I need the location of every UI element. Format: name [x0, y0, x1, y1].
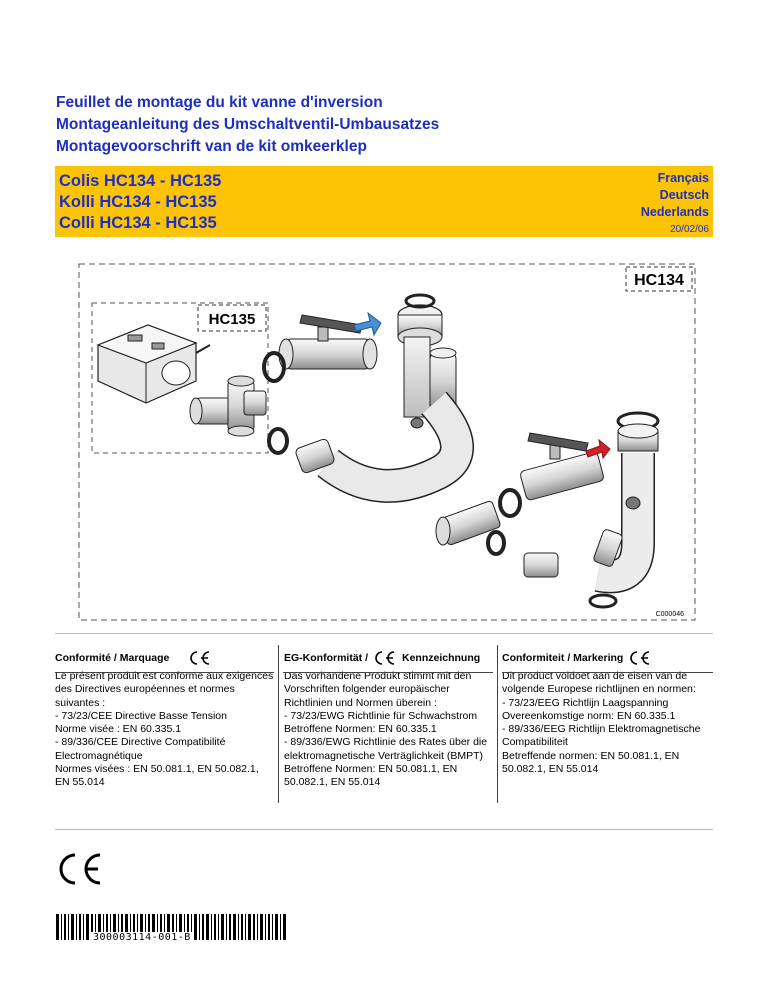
header-underline — [55, 672, 274, 673]
conformity-nl-text: Dit product voldoet aan de eisen van de volgende Europese richtlijnen en normen: - 73/23/EEG Richtlijn Laagspanning Overeenkomstige norm: EN 60.335.1 - 89/336/EEG Richtlijn Elektromagnetische Compatibiliteit Betreffende normen: EN 50.081.1, EN 50.082.1, EN 55.014 — [502, 670, 701, 776]
title-nl: Montagevoorschrift van de kit omkeerklep — [56, 138, 367, 155]
ce-mark-icon — [627, 650, 653, 666]
conformity-de-text: Das vorhandene Produkt stimmt mit den Vorschriften folgender europäischer Richtlinien und Normen überein : - 73/23/EWG Richtlinie für Schwachstrom Betroffene Normen: EN 60.335.1 - 89/336/EWG Richtlinie des Rates über die elektromagnetische Verträglichkeit (BMPT) Betroffene Normen: EN 50.081.1, EN 50.082.1, EN 55.014 — [284, 670, 488, 789]
ce-mark-icon — [187, 650, 213, 666]
language-list — [641, 170, 709, 235]
conformity-fr-header: Conformité / Marquage — [55, 645, 275, 670]
conformity-de-header: EG-Konformität / Kennzeichnung — [284, 651, 481, 664]
language-de: Deutsch — [659, 188, 709, 202]
language-fr: Français — [657, 171, 709, 185]
barcode-number: 300003114-001-B — [93, 932, 191, 943]
ball-valve-lower — [500, 433, 605, 516]
product-line-fr: Colis HC134 - HC135 — [59, 172, 222, 190]
column-divider — [497, 645, 498, 803]
product-lines — [59, 171, 221, 234]
motor-actuator — [98, 325, 210, 403]
document-date: 20/02/06 — [670, 224, 709, 235]
ce-mark-icon — [372, 650, 398, 666]
three-way-valve — [190, 376, 266, 436]
ce-mark-large-icon — [55, 852, 105, 886]
product-band — [55, 166, 713, 237]
header-underline — [283, 672, 493, 673]
bottom-rule — [55, 829, 713, 830]
conformity-nl-header: Conformiteit / Markering — [502, 645, 712, 670]
svg-text:HC135: HC135 — [208, 311, 256, 328]
title-de: Montageanleitung des Umschaltventil-Umbausatzes — [56, 116, 440, 133]
conformity-fr-text: Le présent produit est conforme aux exigences des Directives européennes et normes suivantes : - 73/23/CEE Directive Basse Tension Norme visée : EN 60.335.1 - 89/336/CEE Directive Compatibilité Electromagnétique Normes visées : EN 50.081.1, EN 50.082.1, EN 55.014 — [55, 670, 274, 789]
document-titles — [56, 92, 439, 158]
language-nl: Nederlands — [640, 205, 709, 219]
title-fr: Feuillet de montage du kit vanne d'inversion — [56, 94, 383, 111]
curved-pipe-left — [269, 403, 457, 486]
product-line-de: Kolli HC134 - HC135 — [59, 193, 217, 211]
conformity-fr — [55, 645, 275, 790]
conformity-de — [284, 645, 494, 790]
svg-text:HC134: HC134 — [634, 272, 684, 289]
top-rule — [55, 633, 713, 634]
hc135-label — [198, 305, 266, 331]
assembly-illustration — [78, 263, 696, 621]
product-line-nl: Colli HC134 - HC135 — [59, 214, 217, 232]
figure-code: C000046 — [655, 611, 684, 618]
conformity-nl — [502, 645, 712, 776]
hc134-label — [626, 267, 692, 291]
column-divider — [278, 645, 279, 803]
header-underline — [502, 672, 713, 673]
